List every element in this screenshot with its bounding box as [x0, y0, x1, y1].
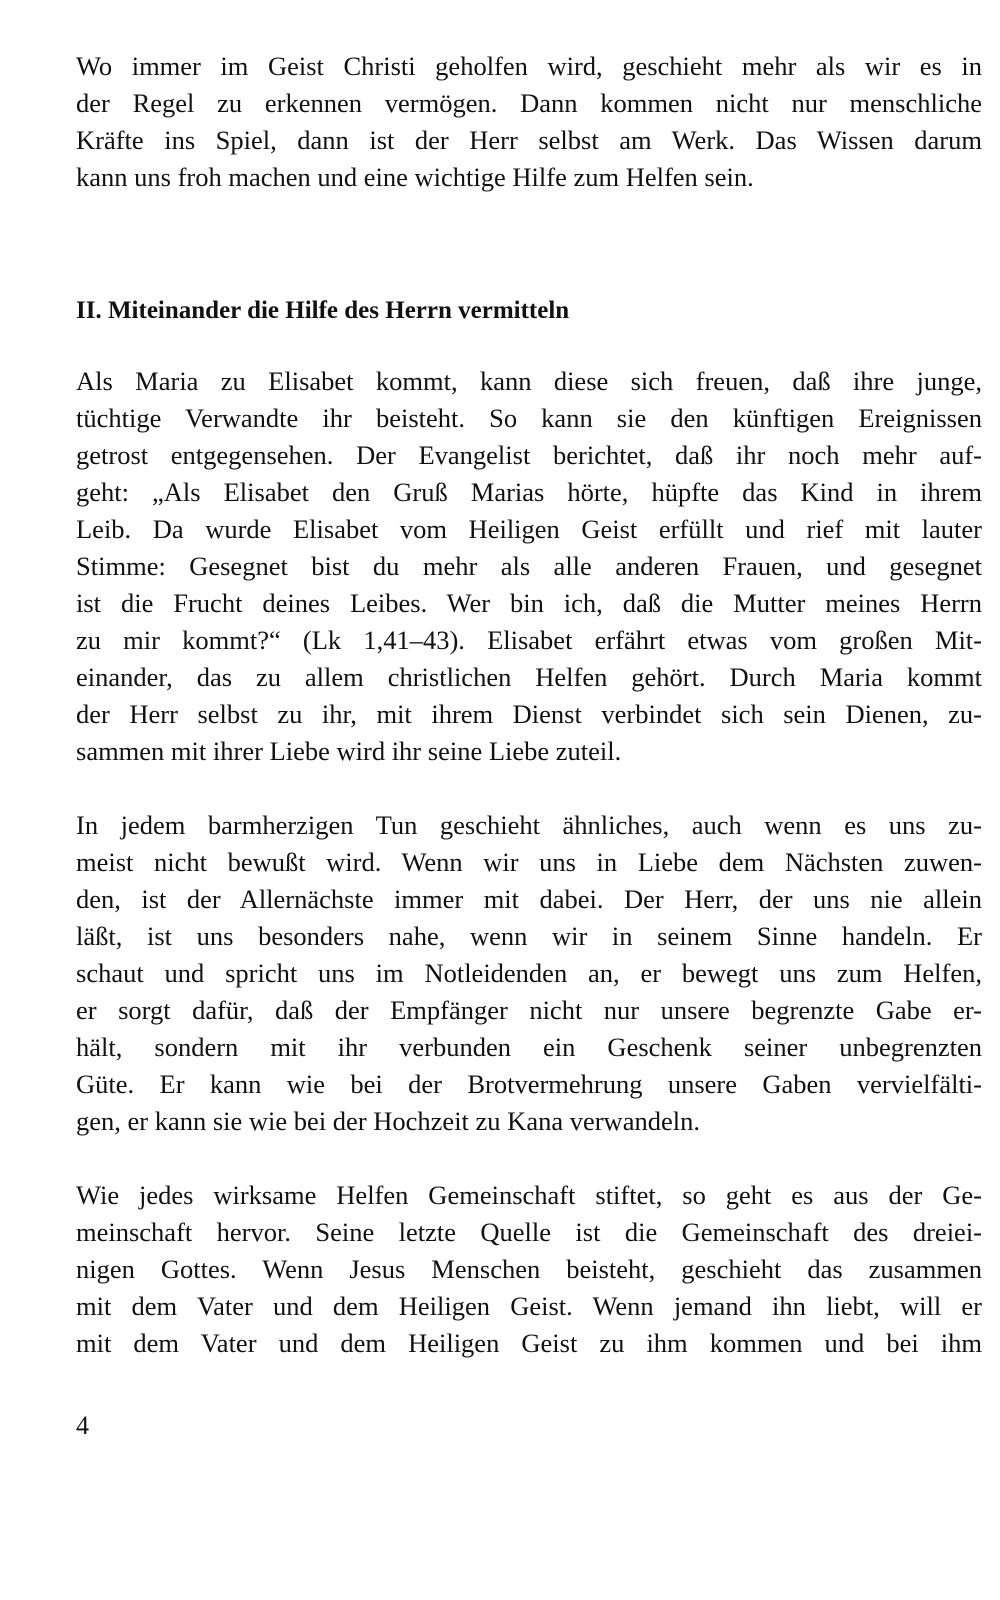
- text-line: getrost entgegensehen. Der Evangelist berichtet, daß ihr noch mehr auf-: [76, 440, 982, 470]
- text-line: der Herr selbst zu ihr, mit ihrem Dienst verbindet sich sein Dienen, zu-: [76, 699, 982, 729]
- text-line: nigen Gottes. Wenn Jesus Menschen beisteht, geschieht das zusammen: [76, 1254, 982, 1284]
- text-line: kann uns froh machen und eine wichtige Hilfe zum Helfen sein.: [76, 162, 754, 192]
- paragraph-gemeinschaft: [76, 1177, 982, 1362]
- text-line: meist nicht bewußt wird. Wenn wir uns in Liebe dem Nächsten zuwen-: [76, 847, 982, 877]
- paragraph-maria-elisabet: [76, 363, 982, 770]
- section-heading: II. Miteinander die Hilfe des Herrn vermitteln: [76, 297, 570, 324]
- text-line: Stimme: Gesegnet bist du mehr als alle anderen Frauen, und gesegnet: [76, 551, 982, 581]
- text-line: läßt, ist uns besonders nahe, wenn wir in seinem Sinne handeln. Er: [76, 921, 982, 951]
- text-line: ist die Frucht deines Leibes. Wer bin ich, daß die Mutter meines Herrn: [76, 588, 982, 618]
- text-line: zu mir kommt?“ (Lk 1,41–43). Elisabet erfährt etwas vom großen Mit-: [76, 625, 982, 655]
- text-line: einander, das zu allem christlichen Helfen gehört. Durch Maria kommt: [76, 662, 982, 692]
- text-line: der Regel zu erkennen vermögen. Dann kommen nicht nur menschliche: [76, 88, 982, 118]
- paragraph-intro: [76, 48, 982, 196]
- text-line: mit dem Vater und dem Heiligen Geist zu ihm kommen und bei ihm: [76, 1328, 982, 1358]
- text-line: In jedem barmherzigen Tun geschieht ähnliches, auch wenn es uns zu-: [76, 810, 982, 840]
- text-line: Als Maria zu Elisabet kommt, kann diese sich freuen, daß ihre junge,: [76, 366, 982, 396]
- text-line: tüchtige Verwandte ihr beisteht. So kann sie den künftigen Ereignissen: [76, 403, 982, 433]
- text-line: gen, er kann sie wie bei der Hochzeit zu Kana verwandeln.: [76, 1106, 700, 1136]
- text-line: den, ist der Allernächste immer mit dabei. Der Herr, der uns nie allein: [76, 884, 982, 914]
- text-line: er sorgt dafür, daß der Empfänger nicht nur unsere begrenzte Gabe er-: [76, 995, 982, 1025]
- text-line: geht: „Als Elisabet den Gruß Marias hörte, hüpfte das Kind in ihrem: [76, 477, 982, 507]
- text-line: meinschaft hervor. Seine letzte Quelle ist die Gemeinschaft des dreiei-: [76, 1217, 982, 1247]
- text-line: schaut und spricht uns im Notleidenden an, er bewegt uns zum Helfen,: [76, 958, 982, 988]
- text-line: mit dem Vater und dem Heiligen Geist. Wenn jemand ihn liebt, will er: [76, 1291, 982, 1321]
- paragraph-barmherziges-tun: [76, 807, 982, 1140]
- text-line: hält, sondern mit ihr verbunden ein Geschenk seiner unbegrenzten: [76, 1032, 982, 1062]
- text-line: Güte. Er kann wie bei der Brotvermehrung unsere Gaben vervielfälti-: [76, 1069, 982, 1099]
- page-number: 4: [76, 1411, 89, 1440]
- text-line: Kräfte ins Spiel, dann ist der Herr selbst am Werk. Das Wissen darum: [76, 125, 982, 155]
- text-line: Wo immer im Geist Christi geholfen wird, geschieht mehr als wir es in: [76, 51, 982, 81]
- text-line: Wie jedes wirksame Helfen Gemeinschaft stiftet, so geht es aus der Ge-: [76, 1180, 982, 1210]
- text-line: Leib. Da wurde Elisabet vom Heiligen Geist erfüllt und rief mit lauter: [76, 514, 982, 544]
- text-line: sammen mit ihrer Liebe wird ihr seine Liebe zuteil.: [76, 736, 622, 766]
